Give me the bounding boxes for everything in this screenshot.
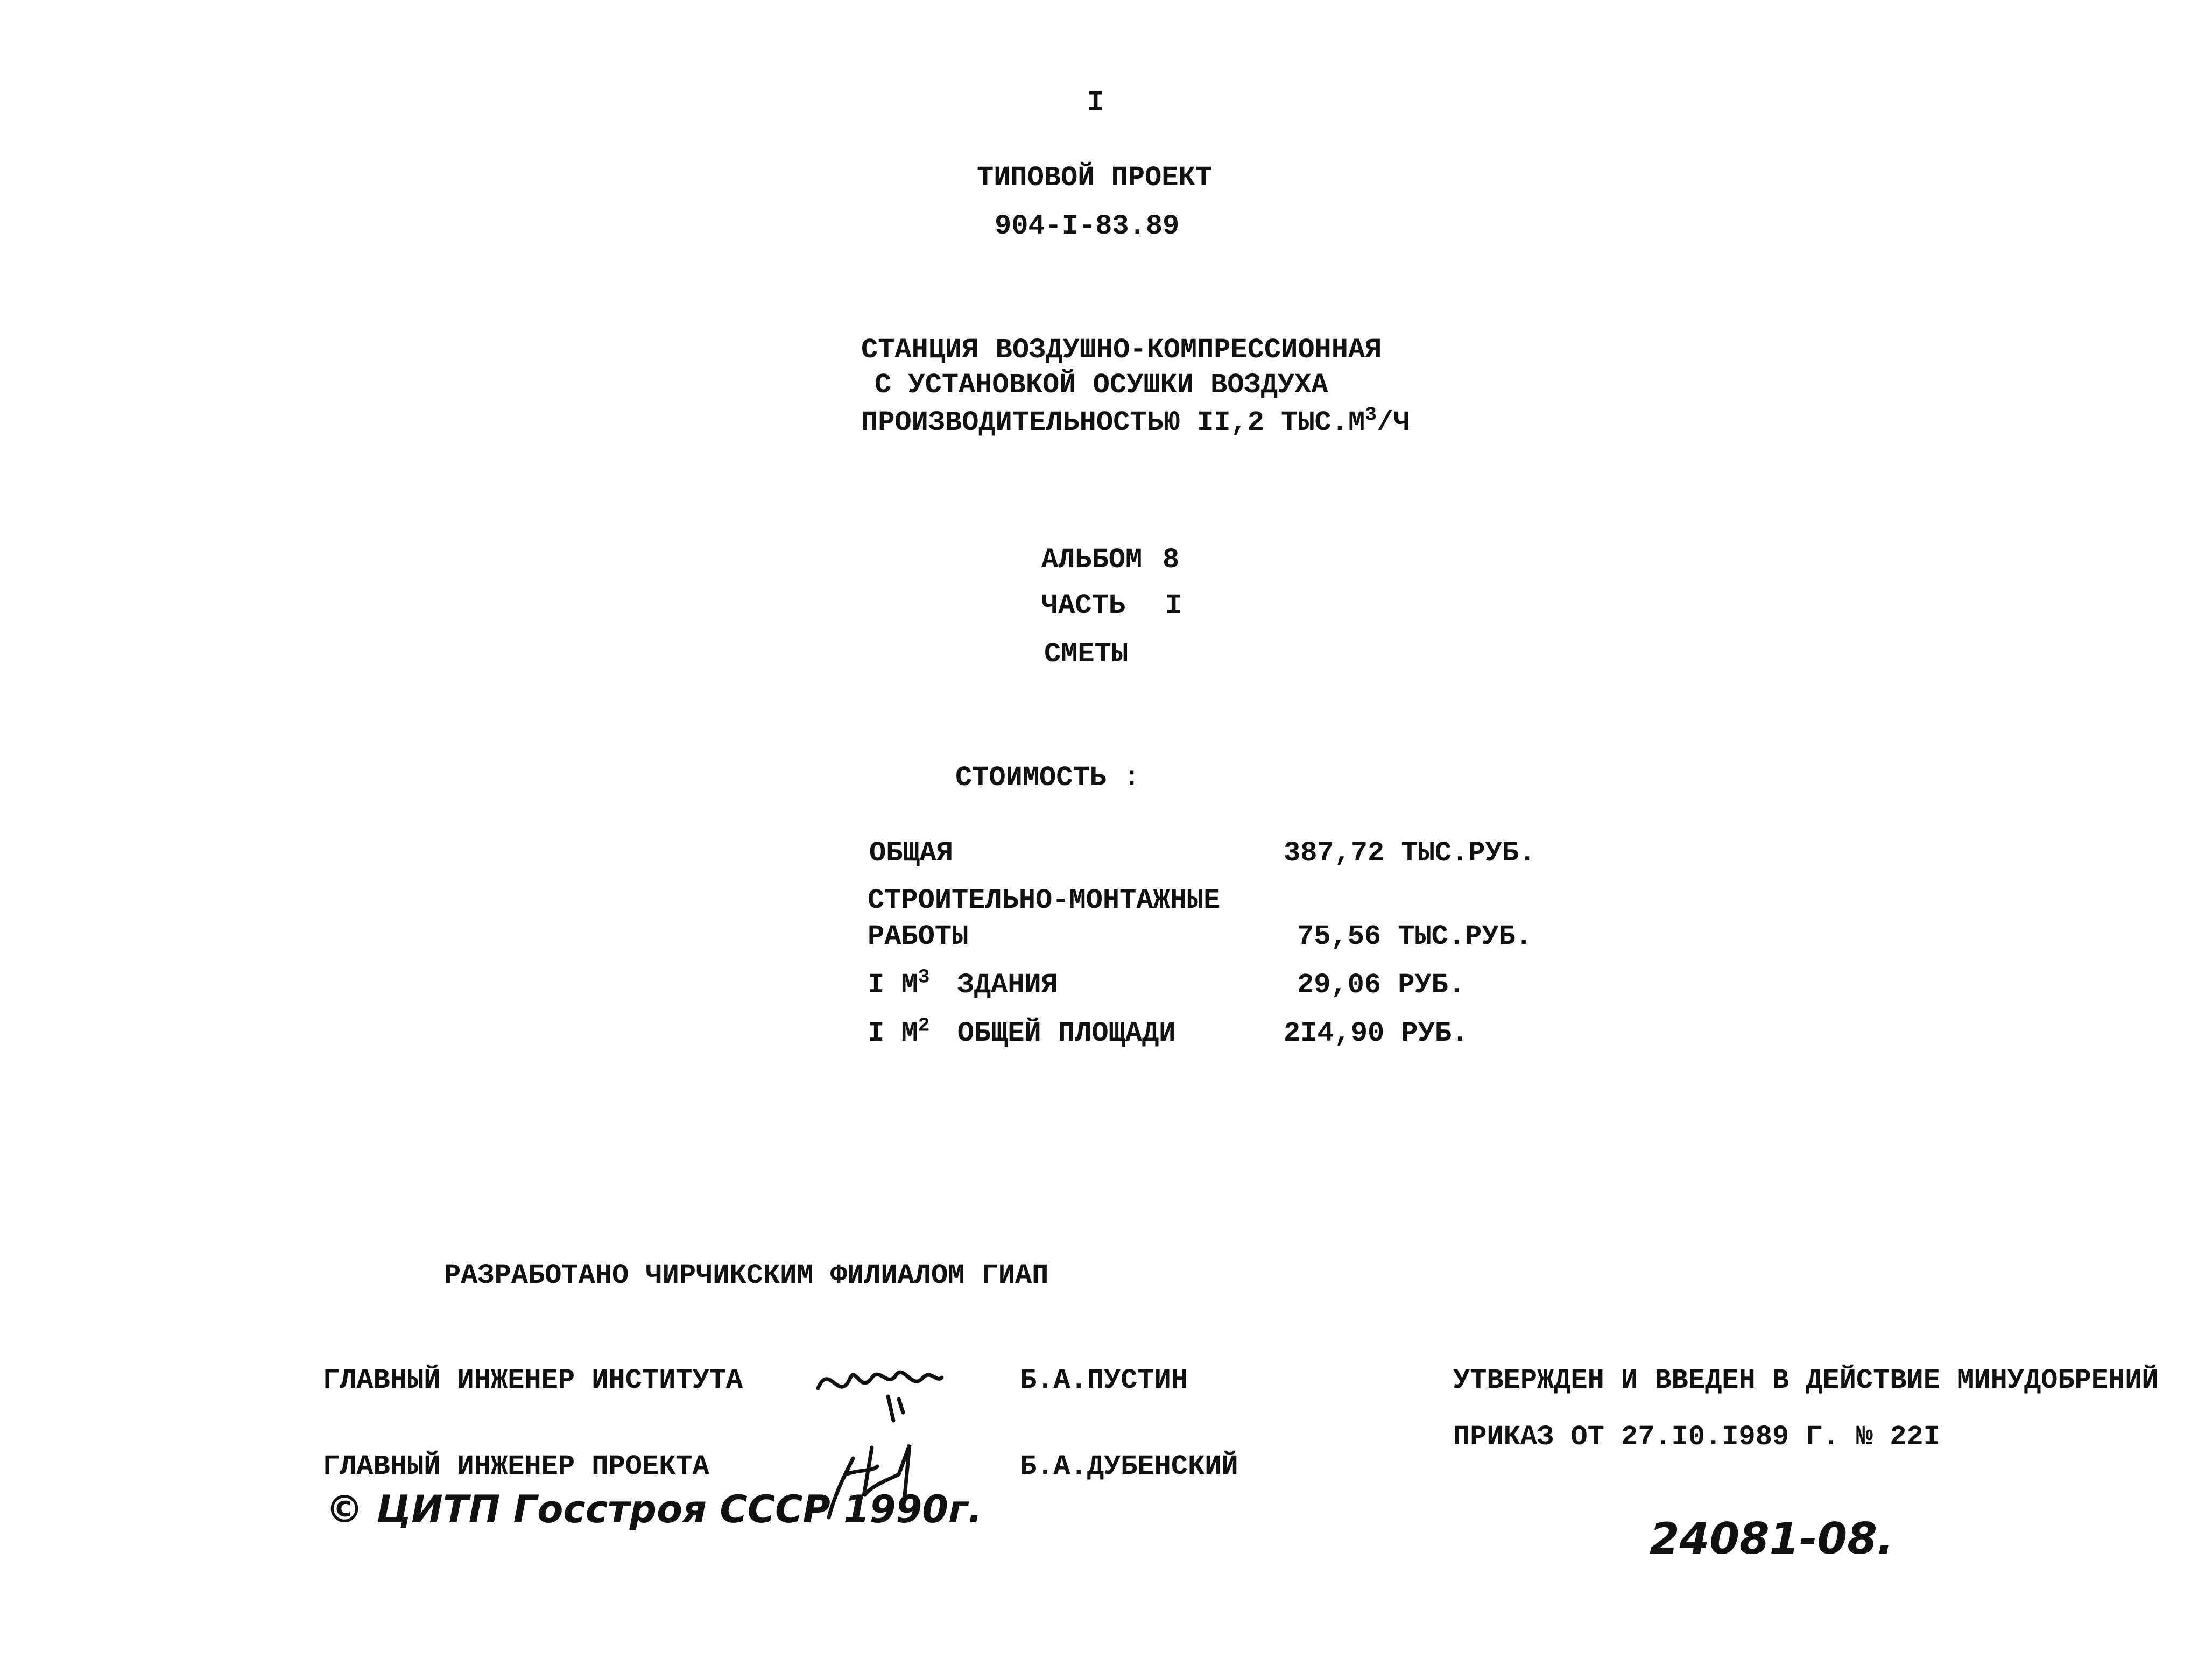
part-value: I [1165,590,1182,622]
cost-smr-label-1: СТРОИТЕЛЬНО-МОНТАЖНЫЕ [868,885,1221,916]
subject-line-3-text: ПРОИЗВОДИТЕЛЬНОСТЬЮ II,2 ТЫС.М [861,407,1365,439]
cost-per-m3-label [868,966,1058,1001]
album-value: 8 [1163,544,1180,576]
cost-per-m2-sup: 2 [918,1014,930,1037]
album-label: АЛЬБОМ [1041,544,1143,576]
subject-line-2: С УСТАНОВКОЙ ОСУШКИ ВОЗДУХА [875,369,1328,401]
approval-line-2: ПРИКАЗ ОТ 27.I0.I989 Г. № 22I [1453,1421,1940,1453]
approval-line-1: УТВЕРЖДЕН И ВВЕДЕН В ДЕЙСТВИЕ МИНУДОБРЕНИЙ [1453,1365,2159,1396]
cost-per-m3-prefix: I М [868,969,918,1001]
cost-per-m2-value: 2I4,90 РУБ. [1284,1018,1469,1049]
handwritten-copyright: © ЦИТП Госстроя СССР 1990г. [326,1487,983,1531]
cost-per-m3-text: ЗДАНИЯ [957,969,1058,1001]
chief-project-name: Б.А.ДУБЕНСКИЙ [1020,1451,1238,1482]
cost-per-m2-prefix: I М [868,1018,918,1049]
developer-line: РАЗРАБОТАНО ЧИРЧИКСКИМ ФИЛИАЛОМ ГИАП [444,1260,1049,1291]
subject-line-3-sup: 3 [1365,404,1377,426]
cost-per-m3-value: 29,06 РУБ. [1297,969,1466,1001]
cost-per-m3-sup: 3 [918,966,930,989]
cost-smr-label-2: РАБОТЫ [868,921,969,952]
subject-line-1: СТАНЦИЯ ВОЗДУШНО-КОМПРЕССИОННАЯ [861,334,1382,366]
subject-line-3 [861,404,1411,439]
volume-kind: СМЕТЫ [1044,638,1129,670]
project-code: 904-I-83.89 [995,210,1180,242]
signature-chief-institute [807,1345,947,1426]
cost-total-label: ОБЩАЯ [869,837,954,869]
chief-project-label: ГЛАВНЫЙ ИНЖЕНЕР ПРОЕКТА [323,1451,709,1482]
cost-heading: СТОИМОСТЬ : [955,762,1140,794]
handwritten-inventory-number: 24081-08. [1650,1514,1894,1564]
cost-smr-value: 75,56 ТЫС.РУБ. [1297,921,1532,952]
cost-per-m2-text: ОБЩЕЙ ПЛОЩАДИ [957,1018,1176,1049]
document-title: ТИПОВОЙ ПРОЕКТ [977,162,1212,194]
chief-institute-name: Б.А.ПУСТИН [1020,1365,1188,1396]
part-label: ЧАСТЬ [1041,590,1126,622]
chief-institute-label: ГЛАВНЫЙ ИНЖЕНЕР ИНСТИТУТА [323,1365,743,1396]
cost-per-m2-label [868,1014,1176,1049]
cost-total-value: 387,72 ТЫС.РУБ. [1284,837,1536,869]
subject-line-3-tail: /Ч [1377,407,1411,439]
page-number: I [1087,87,1104,118]
